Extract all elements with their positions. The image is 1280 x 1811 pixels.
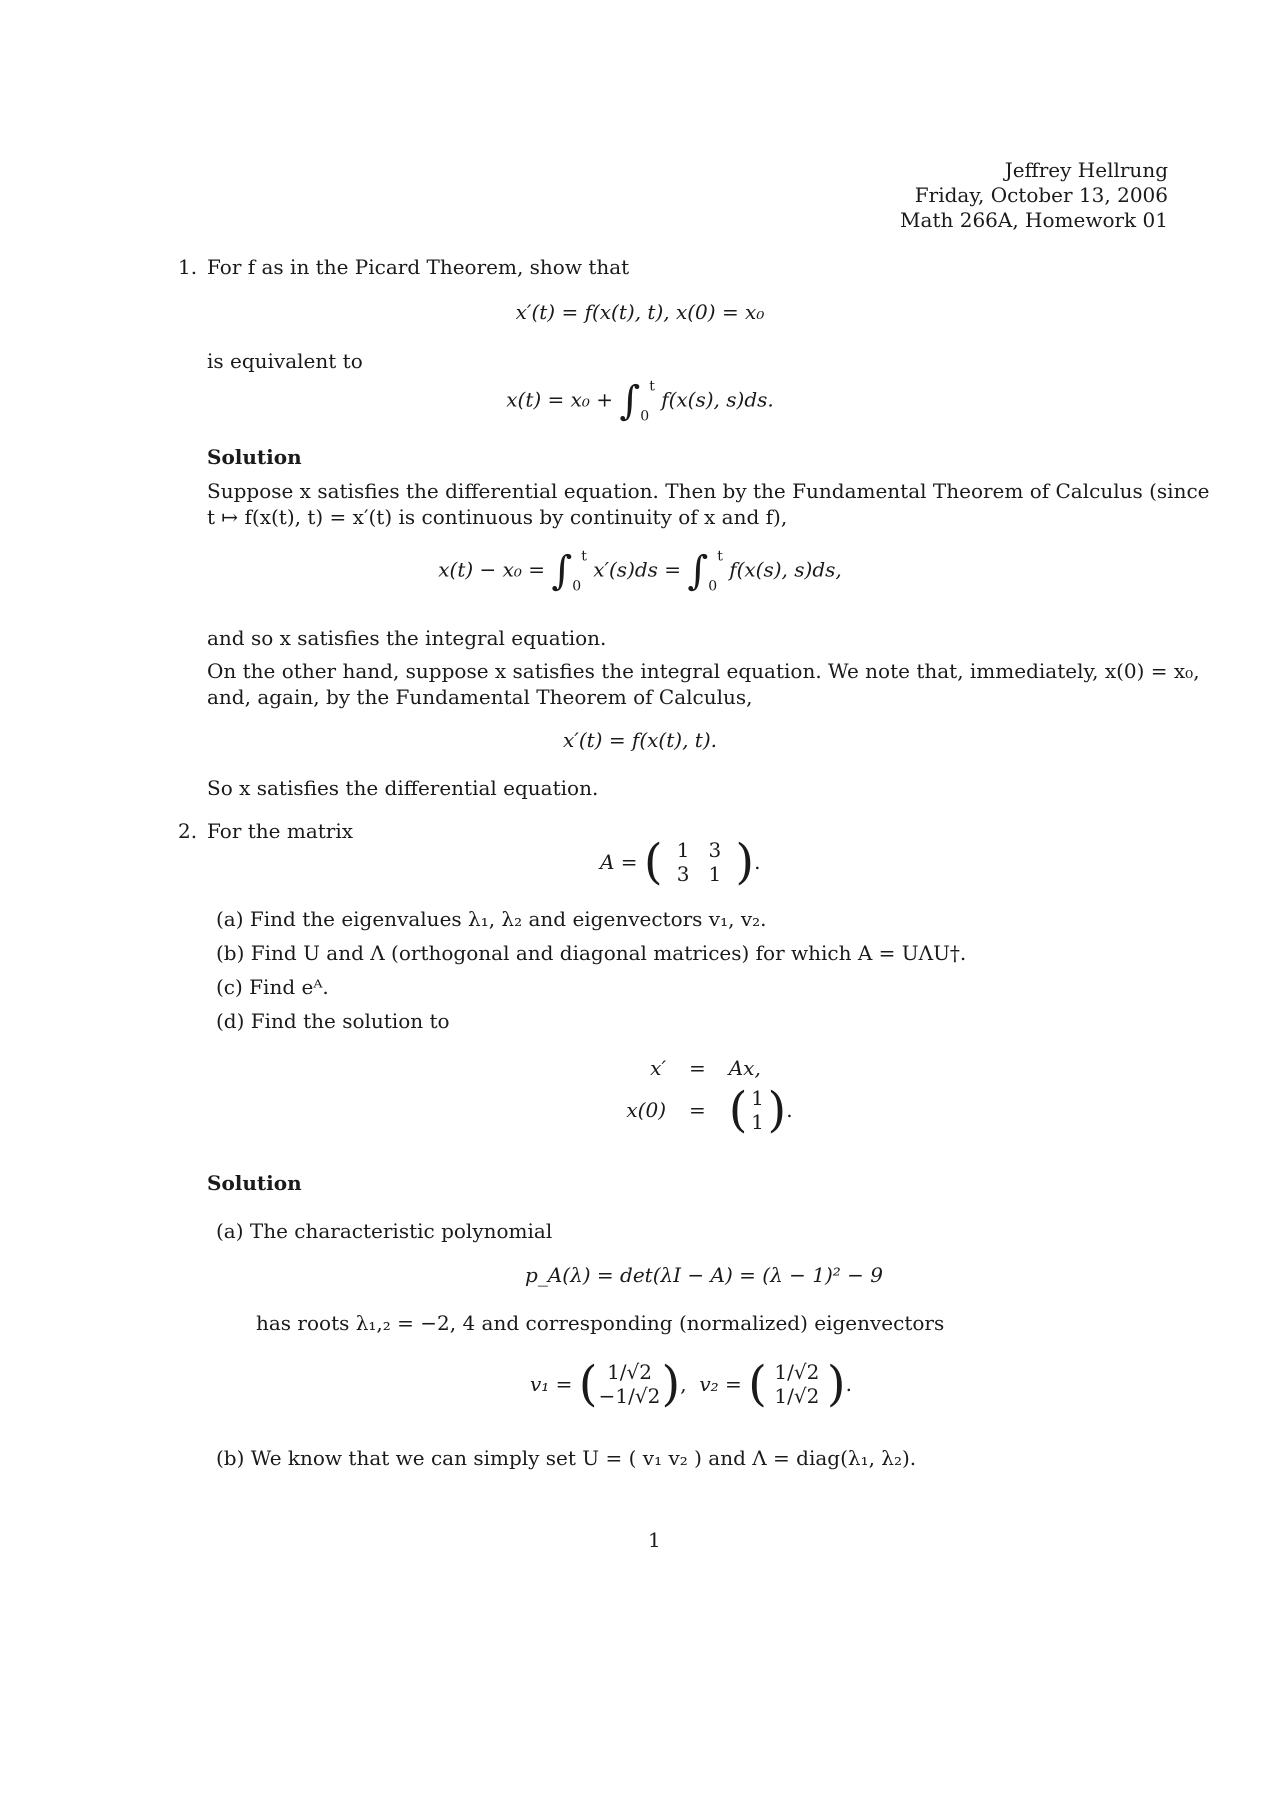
- v2-2: 1/√2: [774, 1384, 820, 1408]
- sys-row1-right: Ax,: [728, 1056, 761, 1080]
- char-poly: [0, 1263, 1280, 1287]
- equation-ftc: $x(t) - x_0 = \int_0^t$ $x'(s)ds = \int_0^t$ f(x(s), s)ds,: [438, 548, 842, 595]
- author-name: Jeffrey Hellrung: [1004, 158, 1168, 182]
- matrix-A-11: 1: [676, 838, 690, 862]
- sys-eq-1: =: [688, 1056, 706, 1080]
- integral-sign: ∫: [687, 548, 709, 594]
- matrix-A-21: 3: [676, 862, 690, 886]
- solution-1-label: Solution: [207, 445, 302, 469]
- eigenvectors: v₁ = ( 1/√2 −1/√2), v₂ = ( 1/√2 1/√2 ).: [530, 1356, 852, 1412]
- solution-2a-text: (a) The characteristic polynomial: [216, 1219, 553, 1243]
- eq2-left: x(t) = x₀ +: [506, 387, 614, 412]
- eq2-right: f(x(s), s)ds.: [661, 387, 774, 412]
- solution-1-line-5: and, again, by the Fundamental Theorem of Calculus,: [207, 685, 753, 709]
- solution-1-line-6: So x satisfies the differential equation.: [207, 776, 599, 800]
- matrix-A: A = ( 1 3 3 1 ).: [600, 834, 761, 890]
- v2-1: 1/√2: [774, 1360, 820, 1384]
- eq3-right: f(x(s), s)ds,: [729, 557, 842, 582]
- matrix-A-label: A =: [600, 850, 638, 874]
- solution-2-label: Solution: [207, 1171, 302, 1195]
- part-a: (a) Find the eigenvalues λ₁, λ₂ and eigenvectors v₁, v₂.: [216, 907, 767, 931]
- part-c: (c) Find eᴬ.: [216, 975, 329, 999]
- equation-ode: [0, 300, 1280, 324]
- sys-row2-left: x(0): [626, 1098, 666, 1122]
- integral-sign: ∫: [551, 548, 573, 594]
- v1-2: −1/√2: [598, 1384, 661, 1408]
- char-poly-text: p_A(λ) = det(λI − A) = (λ − 1)² − 9: [525, 1263, 883, 1287]
- v1-label: v₁ =: [530, 1372, 573, 1396]
- equation-derivative: [0, 728, 1280, 752]
- solution-1-line-1: Suppose x satisfies the differential equation. Then by the Fundamental Theorem of Calculus (since: [207, 479, 1210, 503]
- problem-2-intro: For the matrix: [207, 819, 354, 843]
- system-row-2: x(0) = ( 1 1).: [612, 1082, 793, 1138]
- eq4-text: x′(t) = f(x(t), t).: [563, 728, 717, 752]
- solution-2b-text: (b) We know that we can simply set U = ( v₁ v₂ ) and Λ = diag(λ₁, λ₂).: [216, 1446, 917, 1470]
- problem-1-number: 1.: [178, 255, 198, 279]
- integral-sign: ∫: [619, 378, 641, 424]
- date: Friday, October 13, 2006: [914, 183, 1168, 207]
- solution-1-line-2: t ↦ f(x(t), t) = x′(t) is continuous by continuity of x and f),: [207, 505, 788, 529]
- eq3-left: x(t) − x₀ =: [438, 557, 546, 582]
- x0-1: 1: [751, 1086, 764, 1110]
- eq3-mid: x′(s)ds =: [593, 557, 682, 582]
- part-d: (d) Find the solution to: [216, 1009, 450, 1033]
- matrix-A-12: 3: [708, 838, 722, 862]
- v2-label: v₂ =: [699, 1372, 742, 1396]
- roots-text: has roots λ₁,₂ = −2, 4 and corresponding (normalized) eigenvectors: [256, 1311, 945, 1335]
- matrix-A-22: 1: [708, 862, 722, 886]
- course-title: Math 266A, Homework 01: [900, 208, 1168, 232]
- sys-eq-2: =: [688, 1098, 706, 1122]
- part-b: (b) Find U and Λ (orthogonal and diagonal matrices) for which A = UΛU†.: [216, 941, 967, 965]
- header-block: [900, 158, 1168, 233]
- problem-2-number: 2.: [178, 819, 198, 843]
- solution-1-line-3: and so x satisfies the integral equation.: [207, 626, 607, 650]
- solution-1-line-4: On the other hand, suppose x satisfies the integral equation. We note that, immediately, x(0) = x₀,: [207, 659, 1200, 683]
- sys-row1-left: x′: [650, 1056, 666, 1080]
- system-row-1: [612, 1056, 761, 1080]
- x0-2: 1: [751, 1110, 764, 1134]
- page-number: 1: [648, 1528, 661, 1552]
- v1-1: 1/√2: [607, 1360, 652, 1384]
- problem-1-intro: For f as in the Picard Theorem, show that: [207, 255, 630, 279]
- equivalence-text: is equivalent to: [207, 349, 363, 373]
- equation-ode-text: x′(t) = f(x(t), t), x(0) = x₀: [515, 300, 765, 324]
- equation-integral: $x(t) = x_0 + \int_0^t$ f(x(s), s)ds.: [506, 378, 774, 425]
